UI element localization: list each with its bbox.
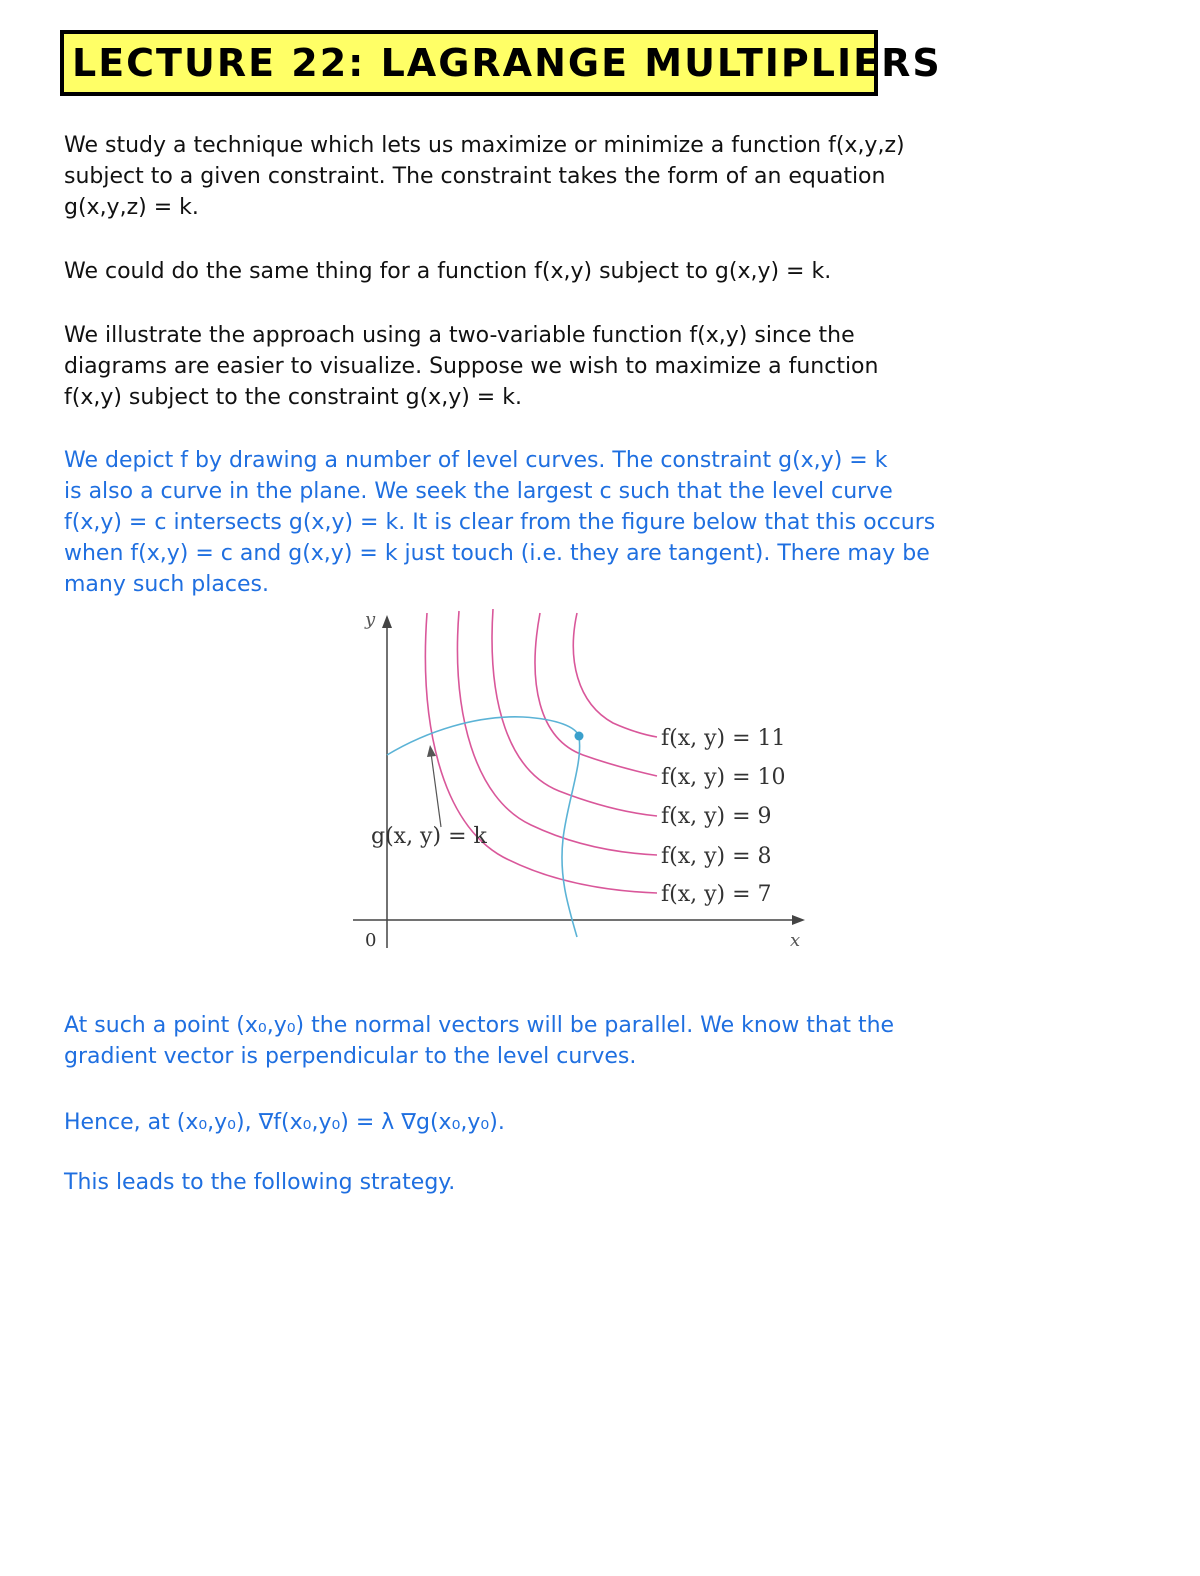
text-line: diagrams are easier to visualize. Suppose we wish to maximize a function [64, 354, 879, 379]
origin-label: 0 [365, 930, 377, 951]
strategy-lead-in [64, 1167, 455, 1198]
title-box [60, 30, 942, 96]
level-curves-figure [345, 603, 815, 960]
text-line: At such a point (x₀,y₀) the normal vectors will be parallel. We know that the [64, 1013, 895, 1038]
two-variable-paragraph [64, 256, 831, 287]
text-line: Hence, at (x₀,y₀), ∇f(x₀,y₀) = λ ∇g(x₀,y₀). [64, 1110, 505, 1135]
level-label-10: f(x, y) = 10 [661, 765, 786, 790]
page-title: LECTURE 22: LAGRANGE MULTIPLIERS [72, 41, 942, 85]
text-line: subject to a given constraint. The constraint takes the form of an equation [64, 164, 886, 189]
x-axis-arrow [792, 915, 805, 925]
text-line: many such places. [64, 572, 269, 597]
level-label-9: f(x, y) = 9 [661, 804, 772, 829]
tangent-point [575, 732, 584, 741]
text-line: g(x,y,z) = k. [64, 195, 199, 220]
text-line: We illustrate the approach using a two-variable function f(x,y) since the [64, 323, 855, 348]
text-line: when f(x,y) = c and g(x,y) = k just touch (i.e. they are tangent). There may be [64, 541, 930, 566]
approach-paragraph [64, 320, 878, 413]
level-label-11: f(x, y) = 11 [661, 726, 786, 751]
level-curves-paragraph [64, 445, 935, 600]
text-line: gradient vector is perpendicular to the level curves. [64, 1044, 637, 1069]
level-curve-8 [458, 611, 658, 855]
text-line: We could do the same thing for a function f(x,y) subject to g(x,y) = k. [64, 259, 832, 284]
y-axis-label: y [365, 609, 376, 630]
level-label-7: f(x, y) = 7 [661, 882, 772, 907]
x-axis-label: x [790, 930, 801, 951]
text-line: is also a curve in the plane. We seek the largest c such that the level curve [64, 479, 893, 504]
level-curves-diagram [345, 603, 815, 960]
normal-vectors-paragraph [64, 1010, 894, 1072]
text-line: We depict f by drawing a number of level curves. The constraint g(x,y) = k [64, 448, 888, 473]
y-axis-arrow [382, 615, 392, 628]
text-line: f(x,y) = c intersects g(x,y) = k. It is clear from the figure below that this occurs [64, 510, 936, 535]
level-curve-10 [535, 613, 657, 776]
constraint-label: g(x, y) = k [371, 824, 487, 849]
level-label-8: f(x, y) = 8 [661, 844, 772, 869]
text-line: We study a technique which lets us maximize or minimize a function f(x,y,z) [64, 133, 905, 158]
text-line: This leads to the following strategy. [64, 1170, 456, 1195]
intro-paragraph [64, 130, 905, 223]
level-curve-11 [573, 613, 657, 737]
gradient-equation [64, 1107, 505, 1138]
text-line: f(x,y) subject to the constraint g(x,y) = k. [64, 385, 522, 410]
